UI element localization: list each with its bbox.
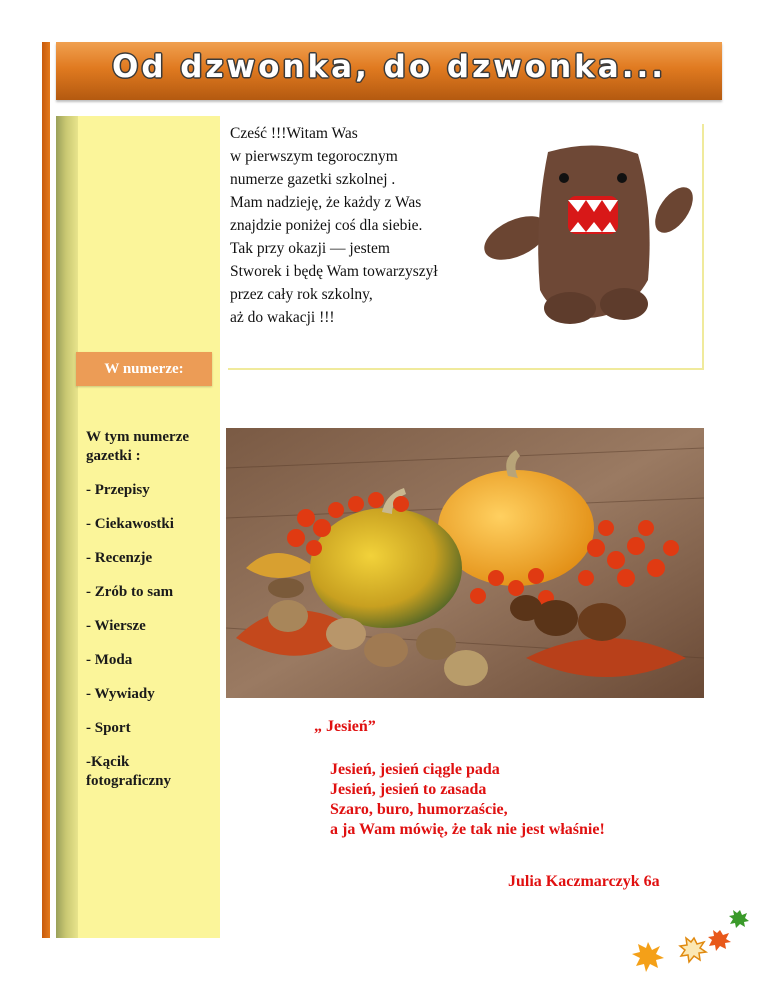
contents-intro: W tym numerze gazetki :	[86, 429, 190, 464]
poem-line: Jesień, jesień ciągle pada	[330, 761, 500, 778]
poem-line: Szaro, buro, humorzaście,	[330, 801, 508, 818]
star-burst-decoration	[628, 906, 758, 976]
contents-list	[86, 428, 216, 806]
greeting-line: Tak przy okazji — jestem	[230, 240, 390, 257]
plush-monster-image	[478, 140, 698, 330]
in-issue-label: W numerze:	[76, 352, 212, 386]
greeting-line: Cześć !!!Witam Was	[230, 125, 358, 142]
contents-item: - Ciekawostki	[86, 516, 174, 532]
page-title: Od dzwonka, do dzwonka...	[111, 49, 667, 85]
greeting-line: Mam nadzieję, że każdy z Was	[230, 194, 422, 211]
greeting-text	[230, 122, 500, 329]
contents-item: - Wywiady	[86, 686, 155, 702]
poem	[330, 760, 605, 840]
greeting-line: znajdzie poniżej coś dla siebie.	[230, 217, 423, 234]
greeting-line: przez cały rok szkolny,	[230, 286, 373, 303]
contents-item: - Sport	[86, 720, 131, 736]
contents-item: - Moda	[86, 652, 133, 668]
poem-line: Jesień, jesień to zasada	[330, 781, 487, 798]
contents-item: -Kącik fotograficzny	[86, 754, 171, 789]
left-accent-bar	[42, 42, 50, 938]
contents-item: - Recenzje	[86, 550, 153, 566]
greeting-line: aż do wakacji !!!	[230, 309, 335, 326]
poem-line: a ja Wam mówię, że tak nie jest właśnie!	[330, 821, 605, 838]
greeting-line: Stworek i będę Wam towarzyszył	[230, 263, 438, 280]
greeting-line: w pierwszym tegorocznym	[230, 148, 398, 165]
contents-item: - Wiersze	[86, 618, 146, 634]
poem-author: Julia Kaczmarczyk 6a	[508, 873, 660, 890]
contents-item: - Przepisy	[86, 482, 150, 498]
greeting-line: numerze gazetki szkolnej .	[230, 171, 396, 188]
poem-title: „ Jesień”	[314, 718, 376, 735]
autumn-photo	[226, 428, 704, 698]
autumn-pumpkins-rowan-photo	[226, 428, 704, 698]
sidebar-shade	[56, 116, 78, 938]
contents-item: - Zrób to sam	[86, 584, 174, 600]
masthead	[56, 42, 722, 100]
